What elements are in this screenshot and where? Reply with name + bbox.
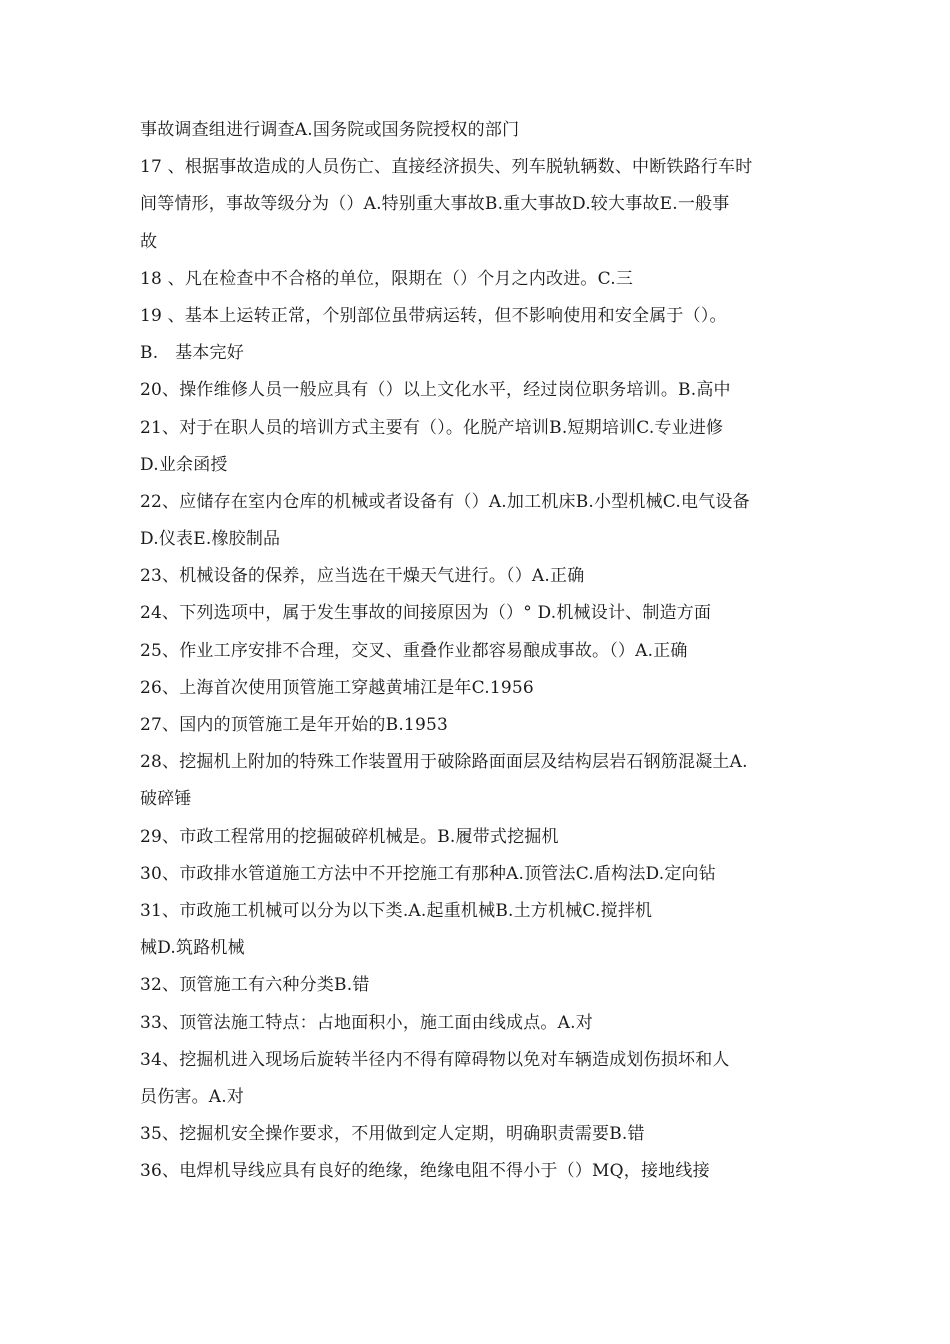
text-line: 18 、凡在检查中不合格的单位，限期在（）个月之内改进。C.三 [140,268,634,289]
text-line: 员伤害。A.对 [140,1086,245,1107]
text-line: B. 基本完好 [140,343,244,364]
text-line: 19 、基本上运转正常，个别部位虽带病运转，但不影响使用和安全属于（）。 [140,305,727,326]
text-line: 29、市政工程常用的挖掘破碎机械是。B.履带式挖掘机 [140,826,559,847]
text-line: 31、市政施工机械可以分为以下类.A.起重机械B.土方机械C.搅拌机 [140,900,653,921]
text-line: 事故调查组进行调查A.国务院或国务院授权的部门 [140,120,520,140]
text-line: D.仪表E.橡胶制品 [140,529,281,550]
text-line: D.业余函授 [140,454,228,475]
text-line: 22、应储存在室内仓库的机械或者设备有（）A.加工机床B.小型机械C.电气设备 [140,491,750,512]
text-line: 25、作业工序安排不合理，交叉、重叠作业都容易酿成事故。（）A.正确 [140,640,688,661]
text-line: 23、机械设备的保养，应当选在干燥天气进行。（）A.正确 [140,566,585,587]
text-line: 17 、根据事故造成的人员伤亡、直接经济损失、列车脱轨辆数、中断铁路行车时 [140,157,753,178]
text-line: 24、下列选项中，属于发生事故的间接原因为（）° D.机械设计、制造方面 [140,603,712,624]
text-line: 21、对于在职人员的培训方式主要有（）。化脱产培训B.短期培训C.专业进修 [140,417,724,438]
text-line: 械D.筑路机械 [140,938,245,959]
text-line: 26、上海首次使用顶管施工穿越黄埔江是年C.1956 [140,677,534,698]
text-line: 36、电焊机导线应具有良好的绝缘，绝缘电阻不得小于（）MQ，接地线接 [140,1161,710,1182]
text-line: 34、挖掘机进入现场后旋转半径内不得有障碍物以免对车辆造成划伤损坏和人 [140,1049,730,1070]
text-line: 28、挖掘机上附加的特殊工作装置用于破除路面面层及结构层岩石钢筋混凝土A. [140,752,748,773]
text-line: 20、操作维修人员一般应具有（）以上文化水平，经过岗位职务培训。B.高中 [140,380,731,401]
text-line: 破碎锤 [140,789,192,810]
document-body [140,112,840,1190]
text-line: 32、顶管施工有六种分类B.错 [140,975,370,996]
text-line: 35、挖掘机安全操作要求，不用做到定人定期，明确职责需要B.错 [140,1124,645,1145]
text-line: 间等情形，事故等级分为（）A.特别重大事故B.重大事故D.较大事故E.一般事 [140,194,730,215]
text-line: 30、市政排水管道施工方法中不开挖施工有那种A.顶管法C.盾构法D.定向钻 [140,863,716,884]
text-line: 33、顶管法施工特点：占地面积小，施工面由线成点。A.对 [140,1012,593,1033]
text-line: 27、国内的顶管施工是年开始的B.1953 [140,715,448,735]
text-line: 故 [140,231,158,252]
